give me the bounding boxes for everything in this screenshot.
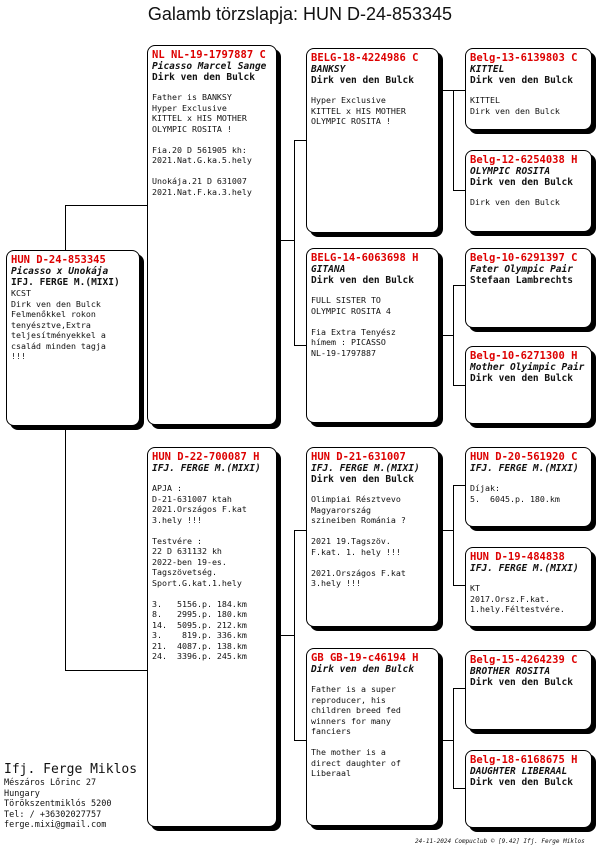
footer-text: 24-11-2024 Compuclub © [9.42] Ifj. Ferge Miklos — [415, 838, 585, 845]
connector-line — [294, 530, 295, 740]
great-grandparent-card — [465, 650, 592, 730]
pigeon-name: BANKSY — [311, 64, 346, 75]
owner-email: ferge.mixi@gmail.com — [4, 820, 107, 830]
connector-line — [277, 240, 294, 241]
ring-number: HUN D-24-853345 — [11, 254, 106, 266]
great-grandparent-card — [465, 346, 592, 424]
pigeon-name: IFJ. FERGE M.(MIXI) — [470, 563, 579, 574]
ring-number: BELG-14-6063698 H — [311, 252, 419, 264]
pigeon-name: IFJ. FERGE M.(MIXI) — [470, 463, 579, 474]
pigeon-name: BROTHER ROSITA — [470, 666, 551, 677]
connector-line — [65, 205, 66, 250]
connector-line — [453, 285, 465, 286]
breeder-name: Dirk ven den Bulck — [470, 373, 573, 384]
pigeon-notes: Father is a super reproducer, his children breed fed winners for many fanciers The mother is a direct daughter of Liberaal — [311, 684, 401, 778]
owner-phone: Tel: / +36302027757 — [4, 809, 102, 820]
pigeon-notes: KT 2017.Orsz.F.kat. 1.hely.Féltestvére. — [470, 583, 565, 614]
ring-number: Belg-12-6254038 H — [470, 154, 578, 166]
ring-number: HUN D-20-561920 C — [470, 451, 578, 463]
connector-line — [294, 140, 306, 141]
connector-line — [453, 485, 454, 585]
connector-line — [439, 740, 453, 741]
sire-dam-card — [306, 248, 439, 423]
connector-line — [453, 285, 454, 385]
dam-sire-card — [306, 447, 439, 627]
pigeon-notes: KITTEL Dirk ven den Bulck — [470, 95, 560, 116]
ring-number: Belg-15-4264239 C — [470, 654, 578, 666]
connector-line — [65, 670, 147, 671]
ring-number: HUN D-22-700087 H — [152, 451, 260, 463]
pigeon-notes: KCST Dirk ven den Bulck Felmenőkkel rokon tenyésztve,Extra teljesítményekkel a család minden tagja !!! — [11, 288, 106, 361]
breeder-name: Dirk ven den Bulck — [311, 275, 414, 286]
pigeon-name: Fater Olympic Pair — [470, 264, 573, 275]
ring-number: Belg-10-6291397 C — [470, 252, 578, 264]
pigeon-notes: Hyper Exclusive KITTEL x HIS MOTHER OLYMPIC ROSITA ! — [311, 95, 406, 126]
breeder-name: Dirk ven den Bulck — [311, 75, 414, 86]
owner-address: Mészáros Lőrinc 27 — [4, 778, 97, 788]
connector-line — [294, 740, 306, 741]
connector-line — [294, 140, 295, 345]
connector-line — [453, 688, 465, 689]
owner-info — [4, 762, 137, 831]
connector-line — [453, 385, 465, 386]
connector-line — [453, 788, 465, 789]
subject-pigeon-card — [6, 250, 140, 426]
connector-line — [453, 190, 465, 191]
ring-number: Belg-10-6271300 H — [470, 350, 578, 362]
connector-line — [294, 530, 306, 531]
ring-number: Belg-18-6168675 H — [470, 754, 578, 766]
pigeon-name: DAUGHTER LIBERAAL — [470, 766, 568, 777]
breeder-name: Dirk ven den Bulck — [311, 474, 414, 485]
breeder-name: Stefaan Lambrechts — [470, 275, 573, 286]
breeder-name: Dirk ven den Bulck — [470, 75, 573, 86]
ring-number: BELG-18-4224986 C — [311, 52, 419, 64]
ring-number: HUN D-21-631007 — [311, 451, 406, 463]
connector-line — [453, 90, 454, 190]
pigeon-name: Mother Olyimpic Pair — [470, 362, 585, 373]
breeder-name: Dirk ven den Bulck — [152, 72, 255, 83]
pigeon-notes: Díjak: 5. 6045.p. 180.km — [470, 483, 560, 504]
ring-number: GB GB-19-c46194 H — [311, 652, 419, 664]
pigeon-notes: Olimpiai Résztvevo Magyarország szineiben Románia ? 2021 19.Tagszöv. F.kat. 1. hely !!! 2021.Országos F.kat 3.hely !!! — [311, 494, 406, 588]
page-title: Galamb törzslapja: HUN D-24-853345 — [147, 4, 453, 24]
dam-card — [147, 447, 277, 827]
pigeon-notes: Father is BANKSY Hyper Exclusive KITTEL x HIS MOTHER OLYMPIC ROSITA ! Fia.20 D 561905 kh: 2021.Nat.G.ka.5.hely Unokája.21 D 631007 2021.Nat.F.ka.3.hely — [152, 92, 252, 197]
great-grandparent-card — [465, 48, 592, 130]
connector-line — [453, 90, 465, 91]
connector-line — [294, 345, 306, 346]
sire-sire-card — [306, 48, 439, 233]
breeder-name: Dirk ven den Bulck — [470, 677, 573, 688]
pigeon-name: Picasso x Unokája — [11, 266, 109, 277]
great-grandparent-card — [465, 150, 592, 232]
great-grandparent-card — [465, 750, 592, 828]
pigeon-notes: APJA : D-21-631007 ktah 2021.Országos F.kat 3.hely !!! Testvére : 22 D 631132 kh 2022-ben 19-es. Tagszövetség. Sport.G.kat.1.hely 3. 5156.p. 184.km 8. 2995.p. 180.km 14. 5095.p. 212.km 3. 819.p. 336.km 21. 4087.p. 138.km 24. 3396.p. 245.km — [152, 483, 247, 661]
sire-card — [147, 45, 277, 425]
breeder-name: IFJ. FERGE M.(MIXI) — [11, 277, 120, 288]
pigeon-name: Dirk ven den Bulck — [311, 664, 414, 675]
connector-line — [439, 90, 453, 91]
ring-number: Belg-13-6139803 C — [470, 52, 578, 64]
connector-line — [439, 530, 453, 531]
pigeon-name: KITTEL — [470, 64, 505, 75]
pigeon-name: IFJ. FERGE M.(MIXI) — [311, 463, 420, 474]
breeder-name: Dirk ven den Bulck — [470, 777, 573, 788]
owner-country: Hungary — [4, 788, 40, 799]
pigeon-name: OLYMPIC ROSITA — [470, 166, 551, 177]
dam-dam-card — [306, 648, 439, 826]
connector-line — [439, 335, 453, 336]
connector-line — [65, 205, 147, 206]
pigeon-notes: FULL SISTER TO OLYMPIC ROSITA 4 Fia Extra Tenyész hímem : PICASSO NL-19-1797887 — [311, 295, 396, 358]
pigeon-name: GITANA — [311, 264, 346, 275]
breeder-name: Dirk ven den Bulck — [470, 177, 573, 188]
connector-line — [453, 688, 454, 788]
great-grandparent-card — [465, 447, 592, 527]
connector-line — [453, 485, 465, 486]
connector-line — [453, 585, 465, 586]
great-grandparent-card — [465, 248, 592, 328]
ring-number: HUN D-19-484838 — [470, 551, 565, 563]
pigeon-name: IFJ. FERGE M.(MIXI) — [152, 463, 261, 474]
great-grandparent-card — [465, 547, 592, 627]
owner-city: Törökszentmiklós 5200 — [4, 799, 112, 809]
pigeon-notes: Dirk ven den Bulck — [470, 197, 560, 207]
owner-name: Ifj. Ferge Miklos — [4, 762, 138, 777]
pigeon-name: Picasso Marcel Sange — [152, 61, 267, 72]
ring-number: NL NL-19-1797887 C — [152, 49, 266, 61]
connector-line — [65, 426, 66, 670]
connector-line — [277, 635, 294, 636]
